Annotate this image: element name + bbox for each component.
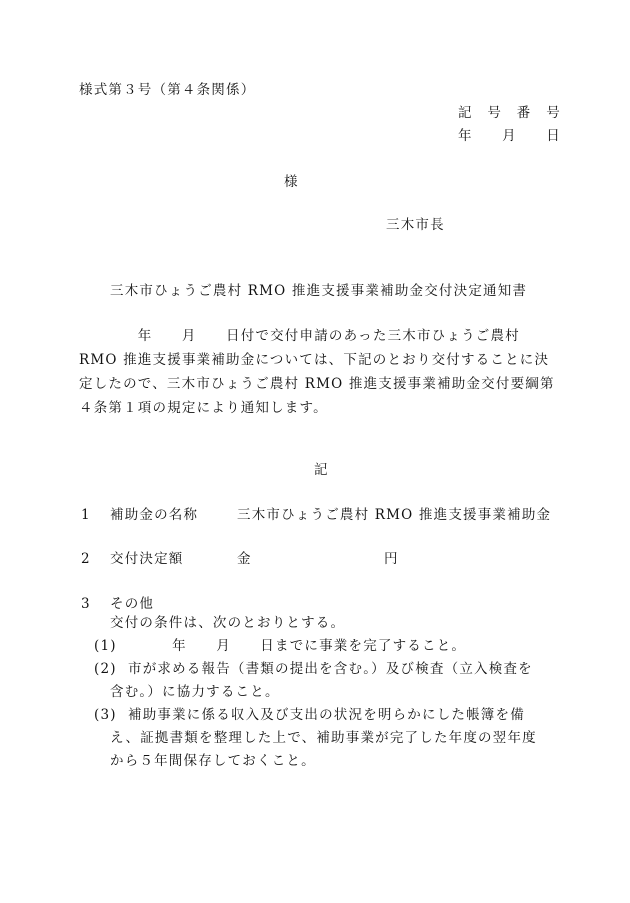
- form-number: 様式第３号（第４条関係）: [79, 82, 256, 98]
- condition-intro: 交付の条件は、次のとおりとする。: [110, 615, 346, 631]
- item-label: 補助金の名称: [110, 507, 199, 523]
- condition-number: (2): [94, 661, 117, 677]
- addressee-suffix: 様: [284, 174, 299, 190]
- body-line: ４条第１項の規定により通知します。: [79, 400, 328, 416]
- item-number: 1: [81, 507, 91, 523]
- body-line: 定したので、三木市ひょうご農村 RMO 推進支援事業補助金交付要綱第: [79, 376, 555, 392]
- condition-text: から５年間保存しておくこと。: [110, 753, 316, 769]
- item-value: 三木市ひょうご農村 RMO 推進支援事業補助金: [237, 507, 552, 523]
- issuer: 三木市長: [386, 217, 445, 233]
- body-line: RMO 推進支援事業補助金については、下記のとおり交付することに決: [79, 352, 550, 368]
- item-label: 交付決定額: [110, 551, 184, 567]
- item-number: 3: [81, 596, 91, 612]
- ki-heading: 記: [314, 462, 329, 478]
- condition-text: え、証拠書類を整理した上で、補助事業が完了した年度の翌年度: [110, 730, 537, 746]
- issue-date: 年 月 日: [458, 128, 561, 144]
- condition-text: 補助事業に係る収入及び支出の状況を明らかにした帳簿を備: [128, 707, 525, 723]
- document-title: 三木市ひょうご農村 RMO 推進支援事業補助金交付決定通知書: [110, 283, 528, 299]
- condition-text: 年 月 日までに事業を完了すること。: [128, 638, 467, 654]
- item-value: 金 円: [237, 551, 399, 567]
- item-number: 2: [81, 551, 91, 567]
- record-number: 記 号 番 号: [458, 105, 561, 121]
- item-label: その他: [110, 596, 155, 612]
- body-line: 年 月 日付で交付申請のあった三木市ひょうご農村: [79, 328, 520, 344]
- condition-number: (1): [94, 638, 117, 654]
- condition-number: (3): [94, 707, 117, 723]
- condition-text: 市が求める報告（書類の提出を含む。）及び検査（立入検査を: [128, 661, 533, 677]
- condition-text: 含む。）に協力すること。: [110, 684, 280, 700]
